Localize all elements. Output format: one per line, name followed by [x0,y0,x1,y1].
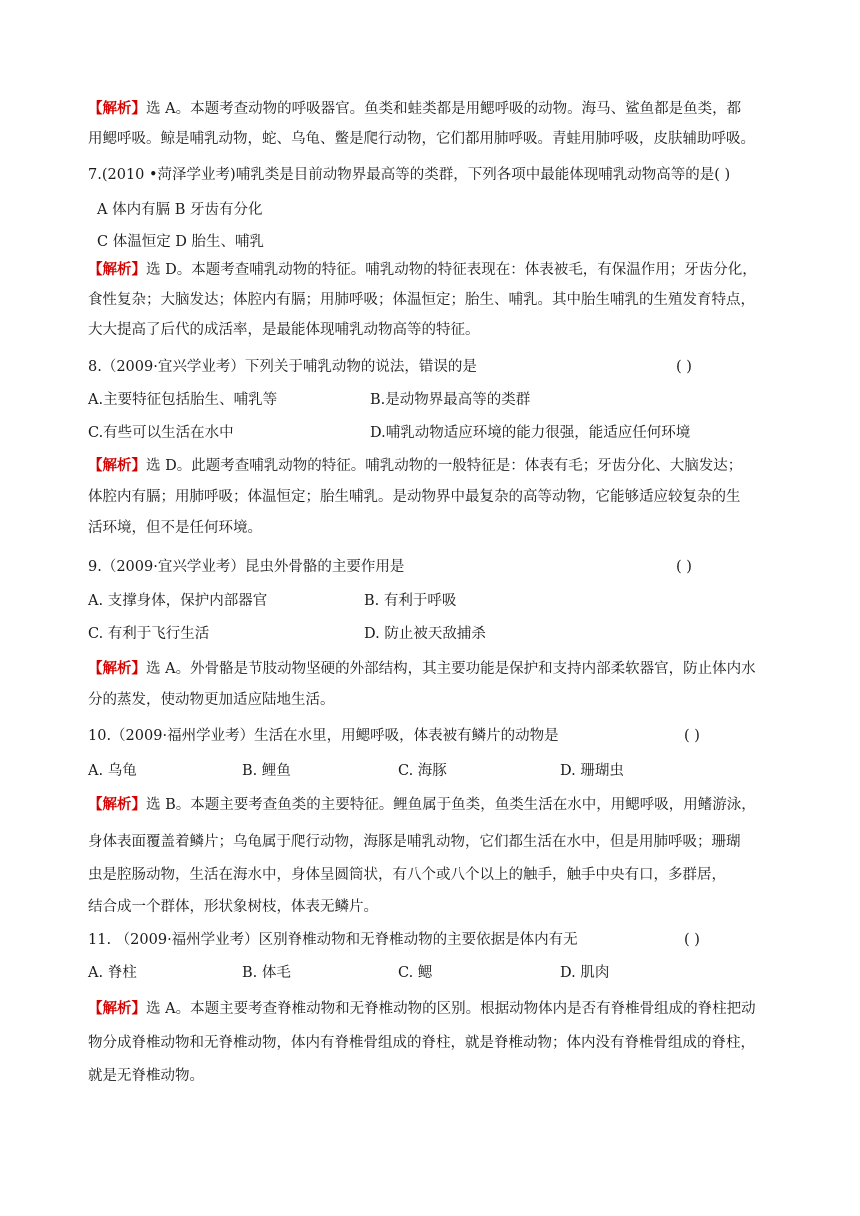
options-row [88,759,778,783]
options-row [88,589,778,613]
question-stem: 8.（2009·宜兴学业考）下列关于哺乳动物的说法，错误的是 ( ) [88,355,778,379]
option-c: C. 有利于飞行生活 [88,626,210,642]
analysis-line: 结合成一个群体，形状象树枝，体表无鳞片。 [88,899,378,915]
answer-paren: ( ) [676,359,692,375]
analysis-line: 【解析】选 B。本题主要考查鱼类的主要特征。鲤鱼属于鱼类，鱼类生活在水中，用鳃呼吸，用鳍游泳， [88,796,756,813]
analysis-line: 【解析】选 A。外骨骼是节肢动物坚硬的外部结构，其主要功能是保护和支持内部柔软器官，防止体内水 [88,660,756,677]
analysis-line: 【解析】选 A。本题考查动物的呼吸器官。鱼类和蛙类都是用鳃呼吸的动物。海马、鲨鱼都是鱼类，都 [88,100,742,117]
analysis-line: 【解析】选 A。本题主要考查脊椎动物和无脊椎动物的区别。根据动物体内是否有脊椎骨组成的脊柱把动 [88,1000,756,1017]
analysis-label: 【解析】 [88,660,146,677]
analysis-line: 就是无脊椎动物。 [88,1068,204,1084]
analysis-line: 用鳃呼吸。鲸是哺乳动物，蛇、乌龟、鳖是爬行动物，它们都用肺呼吸。青蛙用肺呼吸，皮肤辅助呼吸。 [88,131,755,147]
option-a: A. 支撑身体，保护内部器官 [88,593,268,609]
analysis-line: 食性复杂；大脑发达；体腔内有膈；用肺呼吸；体温恒定；胎生、哺乳。其中胎生哺乳的生殖发育特点， [88,292,755,308]
option-d: D. 防止被天敌捕杀 [364,626,486,642]
options-row [88,388,778,412]
analysis-label: 【解析】 [88,796,146,813]
analysis-label: 【解析】 [88,261,146,278]
analysis-line: 【解析】选 D。此题考查哺乳动物的特征。哺乳动物的一般特征是：体表有毛；牙齿分化、大脑发达； [88,457,743,474]
option-a: A.主要特征包括胎生、哺乳等 [88,392,278,408]
option-a: A. 脊柱 [88,965,137,981]
options-row [88,421,778,445]
option-b: B. 体毛 [242,965,291,981]
analysis-label: 【解析】 [88,100,146,117]
analysis-label: 【解析】 [88,457,146,474]
analysis-line: 大大提高了后代的成活率，是最能体现哺乳动物高等的特征。 [88,322,480,338]
options-row: A 体内有膈 B 牙齿有分化 [97,202,263,218]
option-d: D.哺乳动物适应环境的能力很强，能适应任何环境 [370,425,691,441]
analysis-line: 虫是腔肠动物，生活在海水中，身体呈圆筒状，有八个或八个以上的触手，触手中央有口，多群居， [88,867,726,883]
analysis-line: 体腔内有膈；用肺呼吸；体温恒定；胎生哺乳。是动物界中最复杂的高等动物，它能够适应较复杂的生 [88,489,741,505]
question-stem: 9.（2009·宜兴学业考）昆虫外骨骼的主要作用是 ( ) [88,555,778,579]
analysis-line: 身体表面覆盖着鳞片；乌龟属于爬行动物，海豚是哺乳动物，它们都生活在水中，但是用肺呼吸；珊瑚 [88,834,741,850]
analysis-line: 物分成脊椎动物和无脊椎动物，体内有脊椎骨组成的脊柱，就是脊椎动物；体内没有脊椎骨组成的脊柱， [88,1035,755,1051]
analysis-line: 分的蒸发，使动物更加适应陆地生活。 [88,692,335,708]
question-stem: 11. （2009·福州学业考）区别脊椎动物和无脊椎动物的主要依据是体内有无 ( ) [88,928,778,952]
analysis-line: 活环境，但不是任何环境。 [88,520,262,536]
analysis-label: 【解析】 [88,1000,146,1017]
option-c: C.有些可以生活在水中 [88,425,234,441]
option-b: B. 有利于呼吸 [364,593,457,609]
question-stem: 10.（2009·福州学业考）生活在水里，用鳃呼吸，体表被有鳞片的动物是 ( ) [88,724,778,748]
option-d: D. 珊瑚虫 [560,763,624,779]
answer-paren: ( ) [684,728,700,744]
option-d: D. 肌肉 [560,965,610,981]
option-b: B.是动物界最高等的类群 [370,392,531,408]
answer-paren: ( ) [684,932,700,948]
answer-paren: ( ) [676,559,692,575]
option-a: A. 乌龟 [88,763,137,779]
options-row [88,622,778,646]
option-c: C. 海豚 [398,763,447,779]
option-b: B. 鲤鱼 [242,763,291,779]
question-stem: 7.(2010 •菏泽学业考)哺乳类是目前动物界最高等的类群，下列各项中最能体现哺乳动物高等的是( ) [88,167,731,183]
options-row [88,961,778,985]
options-row: C 体温恒定 D 胎生、哺乳 [97,234,265,250]
analysis-line: 【解析】选 D。本题考查哺乳动物的特征。哺乳动物的特征表现在：体表被毛，有保温作用；牙齿分化， [88,261,757,278]
option-c: C. 鳃 [398,965,433,981]
